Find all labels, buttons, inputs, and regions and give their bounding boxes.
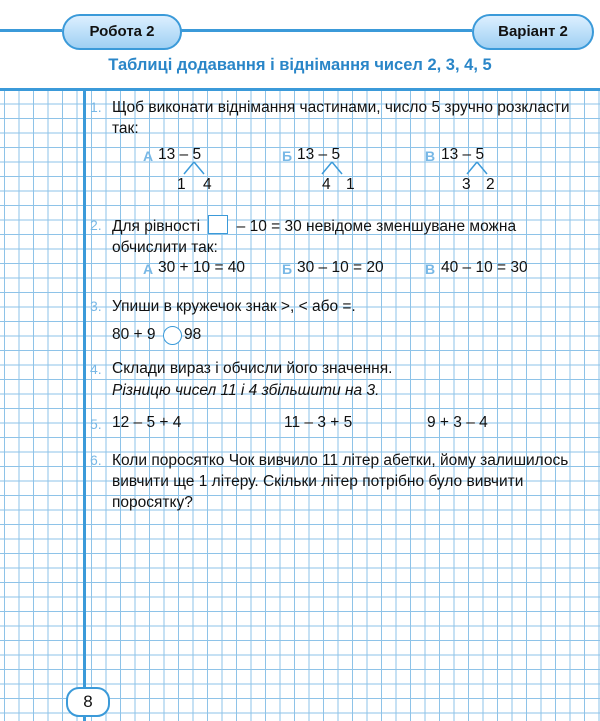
- variant-label: Варіант 2: [472, 14, 594, 50]
- expression: 11 – 3 + 5: [284, 414, 353, 431]
- question-number: 1.: [90, 99, 102, 115]
- decomposition-part: 3: [462, 176, 471, 193]
- decomposition-part: 2: [486, 176, 495, 193]
- page-number: 8: [66, 687, 110, 717]
- question-number: 5.: [90, 416, 102, 432]
- decomposition-part: 4: [322, 176, 331, 193]
- expression: 9 + 3 – 4: [427, 414, 488, 431]
- option-expression: 30 – 10 = 20: [297, 259, 384, 276]
- option-letter: В: [425, 148, 436, 164]
- decomposition-part: 1: [177, 176, 186, 193]
- question-text: Упиши в кружечок знак >, < або =.: [112, 298, 356, 315]
- option-letter: Б: [282, 148, 293, 164]
- question-text: Склади вираз і обчисли його значення.: [112, 360, 393, 377]
- option-expression: 13 – 5: [297, 146, 341, 163]
- question-text-after: – 10 = 30 невідоме зменшуване можна обчислити так:: [112, 218, 517, 256]
- question-number: 6.: [90, 452, 102, 468]
- decomposition-branch: [180, 162, 220, 178]
- comparison-left: 80 + 9: [112, 326, 156, 343]
- question-number: 3.: [90, 298, 102, 314]
- expression: 12 – 5 + 4: [112, 414, 182, 431]
- option-letter: Б: [282, 261, 293, 277]
- page-subtitle: Таблиці додавання і віднімання чисел 2, 3, 4, 5: [108, 56, 492, 74]
- comparison-circle[interactable]: [163, 326, 182, 345]
- question-text: Коли поросятко Чок вивчило 11 літер абетки, йому залишилось вивчити ще 1 літеру. Скільки літер потрібно було вивчити поросятку?: [112, 452, 569, 511]
- work-label: Робота 2: [62, 14, 182, 50]
- question-number: 2.: [90, 217, 102, 233]
- question-number: 4.: [90, 361, 102, 377]
- question-italic-text: Різницю чисел 11 і 4 збільшити на 3.: [112, 382, 380, 399]
- comparison-right: 98: [184, 326, 202, 343]
- option-expression: 40 – 10 = 30: [441, 259, 528, 276]
- question-text-before: Для рівності: [112, 218, 201, 235]
- question-text: [112, 215, 582, 258]
- option-expression: 30 + 10 = 40: [158, 259, 246, 276]
- decomposition-part: 4: [203, 176, 212, 193]
- option-letter: В: [425, 261, 436, 277]
- option-expression: 13 – 5: [441, 146, 485, 163]
- option-expression: 13 – 5: [158, 146, 202, 163]
- question-text: Щоб виконати віднімання частинами, число 5 зручно розкласти так:: [112, 99, 570, 137]
- option-letter: А: [143, 148, 154, 164]
- option-letter: А: [143, 261, 154, 277]
- decomposition-part: 1: [346, 176, 355, 193]
- answer-box[interactable]: [208, 215, 228, 234]
